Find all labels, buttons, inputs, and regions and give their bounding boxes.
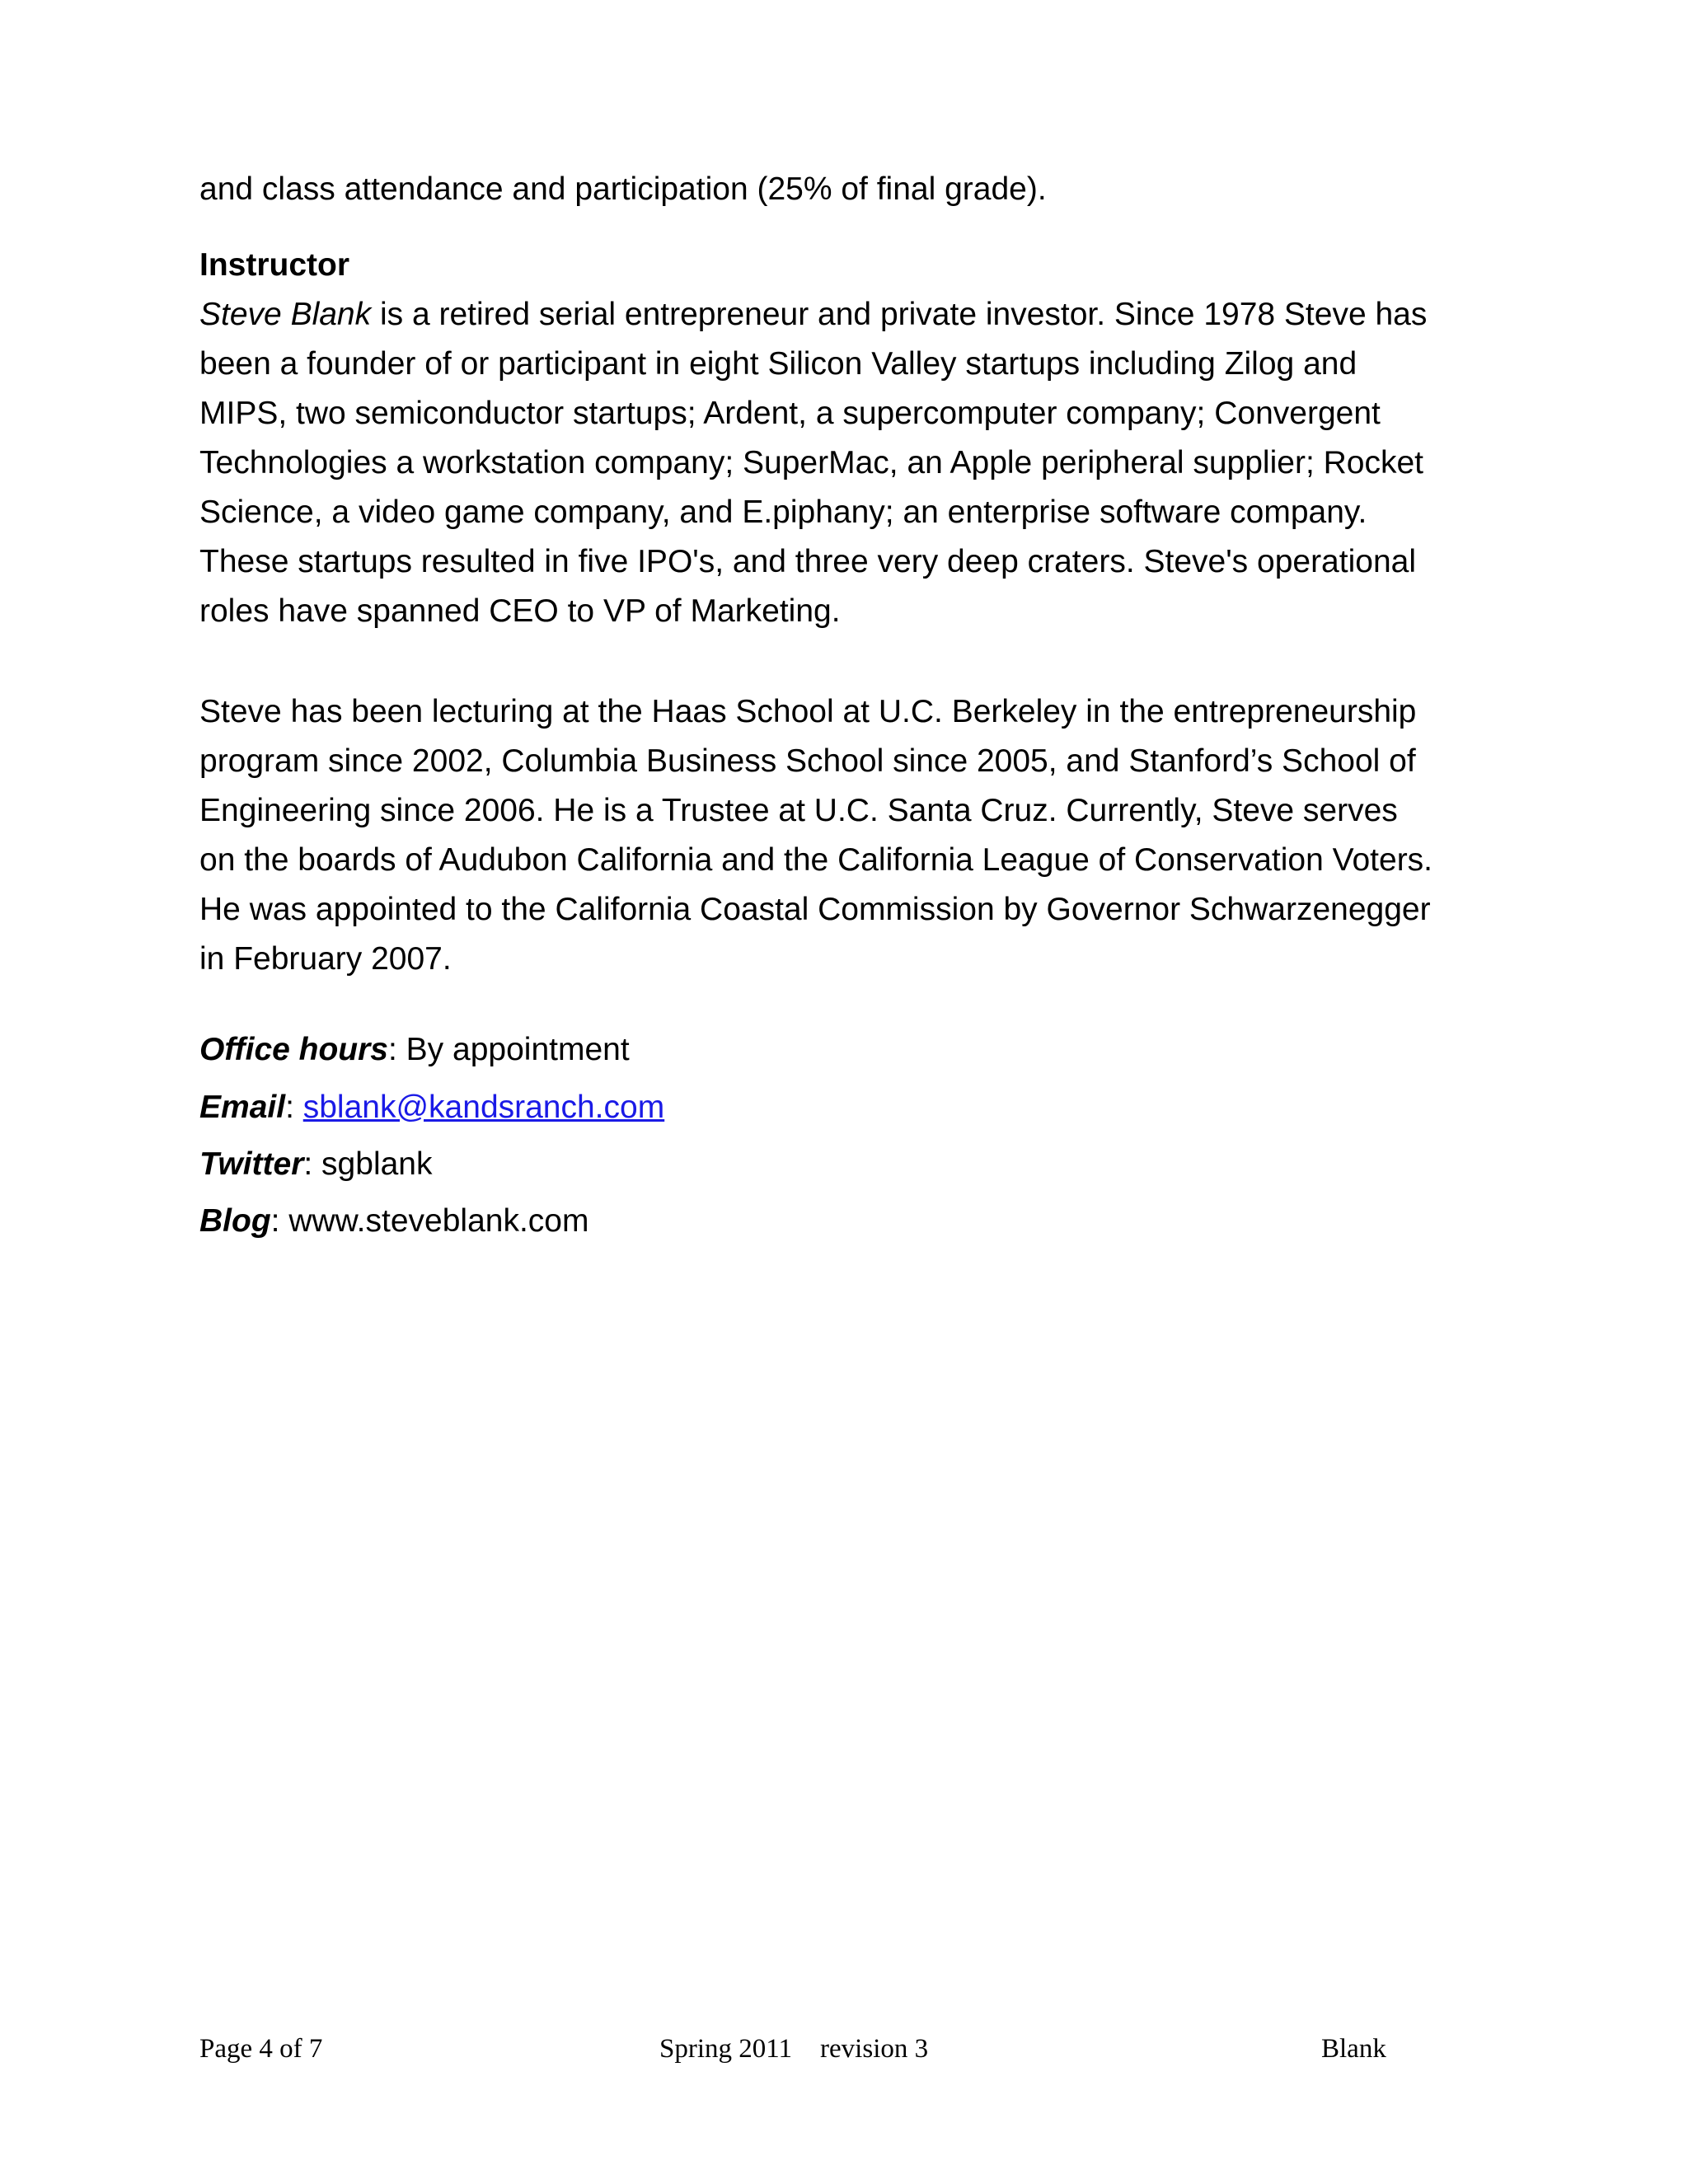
bio-line: Steve has been lecturing at the Haas School at U.C. Berkeley in the entrepreneurship	[199, 694, 1417, 729]
email-separator: :	[285, 1090, 303, 1125]
intro-text: and class attendance and participation (25% of final grade).	[199, 171, 1047, 207]
bio-line: Science, a video game company, and E.piphany; an enterprise software company.	[199, 494, 1367, 530]
bio-line: roles have spanned CEO to VP of Marketing.	[199, 593, 841, 629]
email-link[interactable]: sblank@kandsranch.com	[302, 1090, 665, 1125]
office-hours-line	[199, 1025, 630, 1075]
instructor-bio-paragraph-1	[199, 290, 1518, 636]
bio-line	[199, 290, 1518, 340]
bio-line: on the boards of Audubon California and the California League of Conservation Voters.	[199, 842, 1433, 878]
bio-line: in February 2007.	[199, 941, 452, 977]
footer-term-revision	[659, 2032, 928, 2065]
twitter-line	[199, 1140, 433, 1189]
footer-term: Spring 2011	[659, 2034, 793, 2064]
bio-line: Technologies a workstation company; SuperMac, an Apple peripheral supplier; Rocket	[199, 445, 1423, 480]
blog-line	[199, 1197, 588, 1246]
intro-line	[199, 165, 1518, 214]
bio-line: Engineering since 2006. He is a Trustee at U.C. Santa Cruz. Currently, Steve serves	[199, 793, 1398, 828]
office-hours-value: : By appointment	[388, 1032, 630, 1067]
footer-page-number: Page 4 of 7	[199, 2034, 323, 2064]
twitter-label: Twitter	[199, 1146, 304, 1182]
bio-line: been a founder of or participant in eight Silicon Valley startups including Zilog and	[199, 346, 1357, 382]
office-hours-label: Office hours	[199, 1032, 388, 1067]
bio-line: He was appointed to the California Coastal Commission by Governor Schwarzenegger	[199, 892, 1431, 927]
instructor-heading: Instructor	[199, 247, 350, 283]
instructor-bio-paragraph-2	[199, 687, 1518, 984]
blog-label: Blog	[199, 1203, 271, 1239]
instructor-name: Steve Blank	[199, 297, 372, 332]
bio-line: MIPS, two semiconductor startups; Ardent, a supercomputer company; Convergent	[199, 396, 1381, 431]
bio-line: program since 2002, Columbia Business School since 2005, and Stanford’s School of	[199, 743, 1416, 779]
blog-value: : www.steveblank.com	[270, 1203, 589, 1239]
email-line	[199, 1083, 664, 1132]
footer-author: Blank	[1321, 2034, 1386, 2064]
bio-line: These startups resulted in five IPO's, and three very deep craters. Steve's operational	[199, 544, 1416, 579]
bio-line-text: is a retired serial entrepreneur and private investor. Since 1978 Steve has	[371, 297, 1428, 332]
footer-revision: revision 3	[820, 2034, 929, 2064]
twitter-value: : sgblank	[303, 1146, 433, 1182]
email-label: Email	[199, 1090, 286, 1125]
